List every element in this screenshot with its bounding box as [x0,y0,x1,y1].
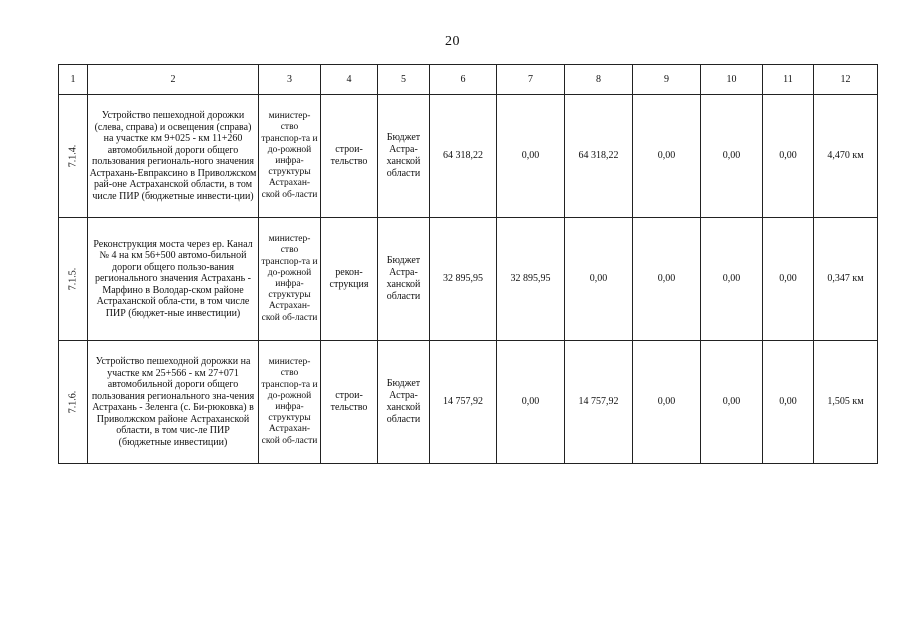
row-value-col8: 14 757,92 [565,341,633,464]
row-value-col7: 0,00 [497,341,565,464]
row-work-type: строи-тельство [321,95,378,218]
row-code-cell [59,95,88,218]
page-number: 20 [445,34,460,49]
row-source: Бюджет Астра-ханской области [378,341,430,464]
row-value-col9: 0,00 [633,95,701,218]
header-row [59,65,878,95]
column-header: 7 [497,65,565,95]
column-header: 3 [259,65,321,95]
row-code-cell [59,341,88,464]
row-description: Устройство пешеходной дорожки (слева, справа) и освещения (справа) на участке км 9+025 - км 11+260 автомобильной дороги общего пользования региональ-ного значения Астрахань-Евпраксино в Приволжском рай-оне Астраханской области, в том числе ПИР (бюджетные инвести-ции) [88,95,259,218]
row-work-type: рекон-струкция [321,218,378,341]
column-header: 9 [633,65,701,95]
row-value-col7: 0,00 [497,95,565,218]
column-header: 12 [814,65,878,95]
row-value-col6: 14 757,92 [430,341,497,464]
table-row [59,218,878,341]
row-customer: министер-ство транспор-та и до-рожной инфра-структуры Астрахан-ской об-ласти [259,95,321,218]
row-value-col7: 32 895,95 [497,218,565,341]
row-code: 7.1.6. [67,390,78,414]
column-header: 2 [88,65,259,95]
row-value-col6: 64 318,22 [430,95,497,218]
row-value-col9: 0,00 [633,341,701,464]
row-description: Реконструкция моста через ер. Канал № 4 на км 56+500 автомо-бильной дороги общего пользо-вания регионального значения Астрахань - Марфино в Володар-ском районе Астраханской обла-сти, в том числе ПИР (бюджет-ные инвестиции) [88,218,259,341]
row-value-col11: 0,00 [763,341,814,464]
row-source: Бюджет Астра-ханской области [378,95,430,218]
row-code: 7.1.5. [67,267,78,291]
row-code: 7.1.4. [67,144,78,168]
column-header: 11 [763,65,814,95]
column-header: 10 [701,65,763,95]
row-value-col11: 0,00 [763,218,814,341]
table-row [59,95,878,218]
table-row [59,341,878,464]
row-value-col8: 64 318,22 [565,95,633,218]
column-header: 5 [378,65,430,95]
row-description: Устройство пешеходной дорожки на участке км 25+566 - км 27+071 автомобильной дороги общего пользования регионального зна-чения Астрахань - Зеленга (с. Би-рюковка) в Приволжском районе Астраханской области, в том чис-ле ПИР (бюджетные инвестиции) [88,341,259,464]
row-length: 4,470 км [814,95,878,218]
column-header: 8 [565,65,633,95]
column-header: 4 [321,65,378,95]
row-value-col6: 32 895,95 [430,218,497,341]
row-customer: министер-ство транспор-та и до-рожной инфра-структуры Астрахан-ской об-ласти [259,341,321,464]
row-length: 1,505 км [814,341,878,464]
row-source: Бюджет Астра-ханской области [378,218,430,341]
budget-table [58,64,878,464]
row-work-type: строи-тельство [321,341,378,464]
column-header: 1 [59,65,88,95]
column-header: 6 [430,65,497,95]
row-value-col11: 0,00 [763,95,814,218]
row-value-col10: 0,00 [701,95,763,218]
row-length: 0,347 км [814,218,878,341]
row-value-col10: 0,00 [701,218,763,341]
row-code-cell [59,218,88,341]
row-value-col10: 0,00 [701,341,763,464]
row-customer: министер-ство транспор-та и до-рожной инфра-структуры Астрахан-ской об-ласти [259,218,321,341]
row-value-col9: 0,00 [633,218,701,341]
row-value-col8: 0,00 [565,218,633,341]
